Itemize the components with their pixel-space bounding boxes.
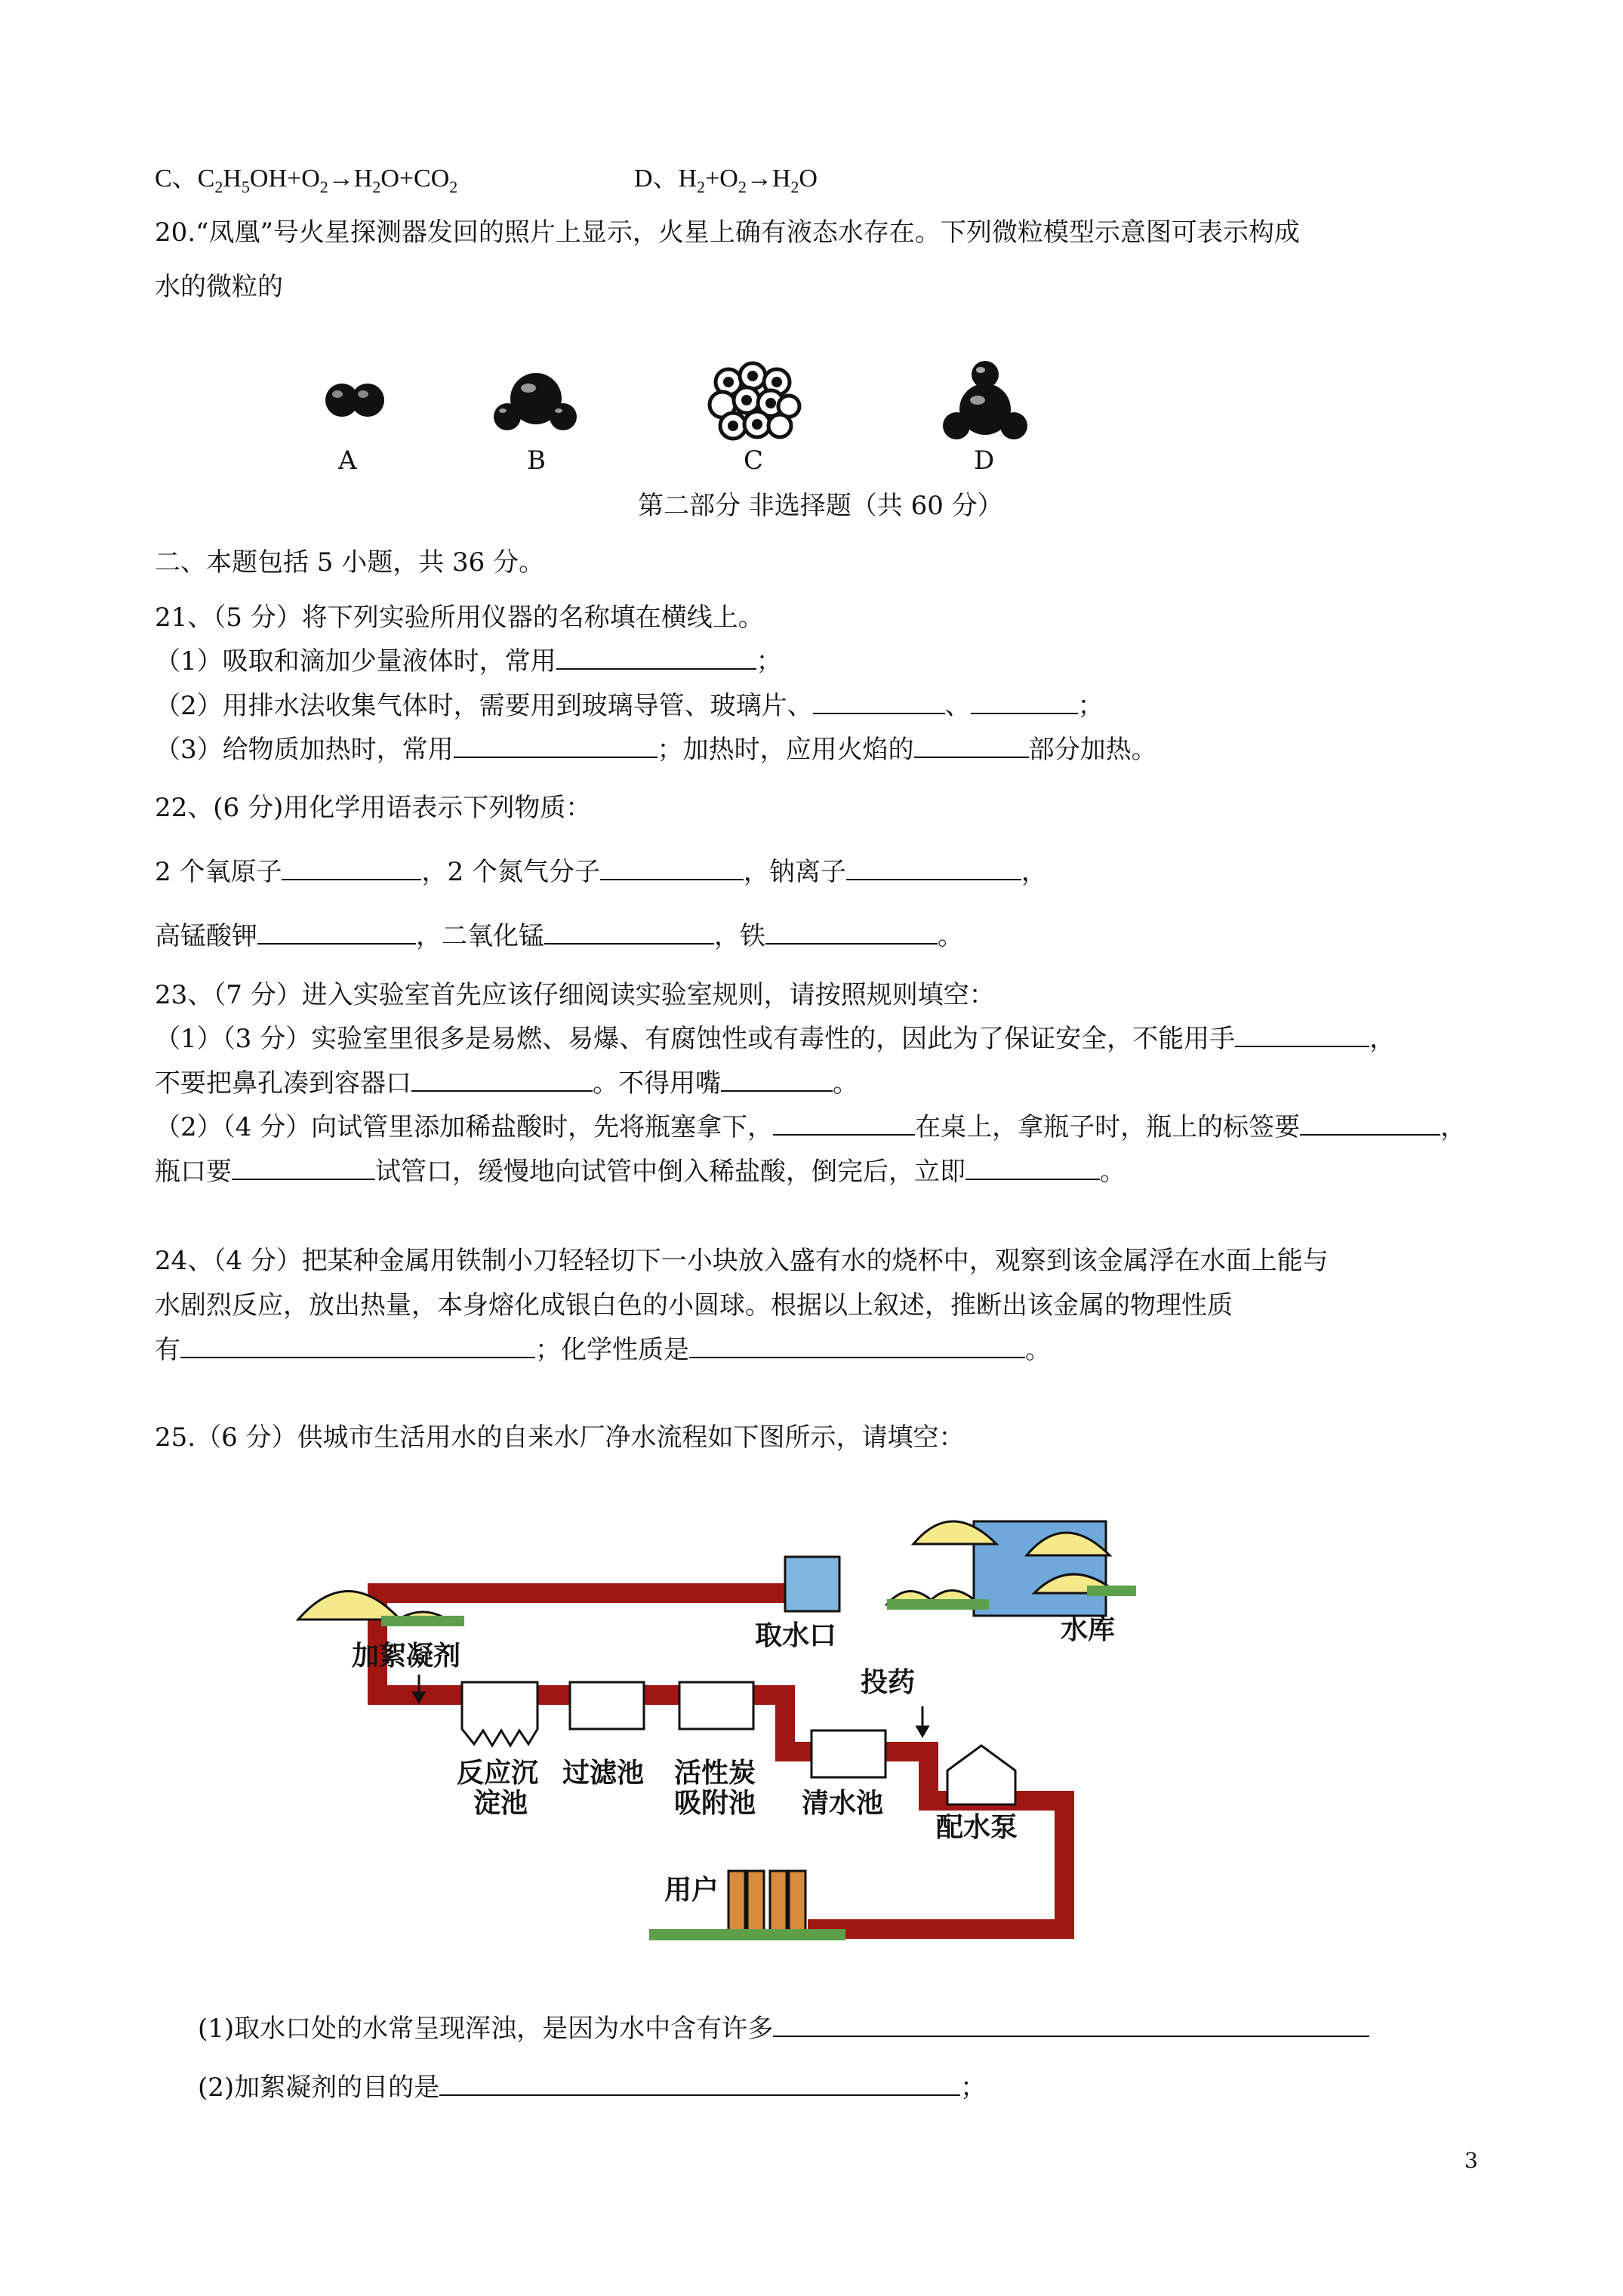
- tank-carbon: [679, 1682, 753, 1729]
- answer-blank[interactable]: [813, 690, 945, 714]
- molecule-label-c: C: [744, 445, 764, 476]
- answer-blank[interactable]: [965, 1156, 1100, 1180]
- label-filter: 过滤池: [562, 1758, 645, 1789]
- q24-line2: 水剧烈反应，放出热量，本身熔化成银白色的小圆球。根据以上叙述，推断出该金属的物理性质: [155, 1290, 1233, 1321]
- answer-blank[interactable]: [411, 1068, 593, 1092]
- q19-option-c: C、$C_2H_5OH+O_2\to H_2O+CO_2$: [155, 165, 458, 196]
- q19-option-d: D、$H_2+O_2\to H_2O$: [634, 165, 818, 196]
- water-treatment-diagram: [287, 1495, 1147, 1948]
- molecule-label-d: D: [974, 445, 995, 476]
- label-coagulant: 加絮凝剂: [352, 1641, 461, 1672]
- molecule-c-icon: [706, 361, 804, 444]
- answer-blank[interactable]: [773, 1111, 915, 1136]
- tank-clear: [812, 1730, 885, 1777]
- section2-header: 二、本题包括 5 小题，共 36 分。: [155, 547, 545, 578]
- q21-item3: （3）给物质加热时，常用 ；加热时，应用火焰的 部分加热。: [155, 735, 1157, 765]
- answer-blank[interactable]: [600, 856, 744, 880]
- tank-filter: [570, 1682, 644, 1729]
- label-dosing: 投药: [861, 1667, 916, 1698]
- label-sedimentation-1: 反应沉: [457, 1758, 539, 1789]
- answer-blank[interactable]: [439, 2072, 960, 2096]
- q23-stem: 23、（7 分）进入实验室首先应该仔细阅读实验室规则，请按照规则填空：: [155, 980, 995, 1010]
- molecule-a-icon: [321, 378, 389, 423]
- pump-house: [947, 1746, 1015, 1804]
- label-pump: 配水泵: [936, 1812, 1018, 1843]
- label-user: 用户: [664, 1875, 719, 1906]
- label-clear: 清水池: [802, 1788, 884, 1819]
- answer-blank[interactable]: [556, 646, 756, 670]
- q25-item2: (2)加絮凝剂的目的是 ；: [198, 2073, 987, 2103]
- answer-blank[interactable]: [773, 2013, 1369, 2037]
- answer-blank[interactable]: [1300, 1111, 1440, 1136]
- q23-item1-line1: （1）（3 分）实验室里很多是易燃、易爆、有腐蚀性或有毒性的，因此为了保证安全，不能用手 ，: [155, 1024, 1396, 1054]
- q21-item2: （2）用排水法收集气体时，需要用到玻璃导管、玻璃片、 、 ；: [155, 691, 1104, 721]
- molecule-b-icon: [491, 362, 581, 438]
- q22-row2: 高锰酸钾 ，二氧化锰 ，铁 。: [155, 921, 963, 951]
- q25-item1: (1)取水口处的水常呈现浑浊，是因为水中含有许多: [198, 2012, 1369, 2045]
- molecule-label-a: A: [338, 445, 357, 476]
- q23-item2-line1: （2）（4 分）向试管里添加稀盐酸时，先将瓶塞拿下， 在桌上，拿瓶子时，瓶上的标签要 ，: [155, 1112, 1467, 1142]
- tank-sedimentation: [462, 1682, 537, 1746]
- answer-blank[interactable]: [232, 1156, 375, 1180]
- answer-blank[interactable]: [454, 734, 658, 758]
- reservoir: [887, 1521, 1136, 1616]
- answer-blank[interactable]: [689, 1334, 1025, 1358]
- q20-stem-line1: 20.“凤凰”号火星探测器发回的照片上显示，火星上确有液态水存在。下列微粒模型示意图可表示构成: [155, 217, 1300, 248]
- part2-title: 第二部分 非选择题（共 60 分）: [638, 491, 1003, 521]
- q21-stem: 21、（5 分）将下列实验所用仪器的名称填在横线上。: [155, 603, 764, 633]
- q24-line1: 24、（4 分）把某种金属用铁制小刀轻轻切下一小块放入盛有水的烧杯中，观察到该金属浮在水面上能与: [155, 1246, 1329, 1276]
- q24-line3: 有 ；化学性质是 。: [155, 1335, 1051, 1365]
- q20-stem-line2: 水的微粒的: [155, 272, 283, 302]
- label-carbon-1: 活性炭: [674, 1758, 756, 1789]
- answer-blank[interactable]: [1235, 1023, 1369, 1047]
- q21-item1: （1）吸取和滴加少量液体时，常用 ；: [155, 646, 782, 676]
- q23-item2-line2: 瓶口要 试管口，缓慢地向试管中倒入稀盐酸，倒完后，立即 。: [155, 1157, 1126, 1187]
- answer-blank[interactable]: [180, 1334, 535, 1358]
- answer-blank[interactable]: [765, 920, 938, 945]
- answer-blank[interactable]: [721, 1068, 833, 1092]
- label-reservoir: 水库: [1061, 1614, 1116, 1645]
- molecule-d-icon: [940, 355, 1030, 445]
- answer-blank[interactable]: [971, 690, 1078, 714]
- answer-blank[interactable]: [282, 856, 421, 880]
- q22-row1: 2 个氧原子 ，2 个氮气分子 ，钠离子 ，: [155, 857, 1047, 887]
- molecule-label-b: B: [527, 445, 546, 476]
- label-carbon-2: 吸附池: [674, 1788, 756, 1819]
- q22-stem: 22、(6 分)用化学用语表示下列物质：: [155, 793, 592, 823]
- answer-blank[interactable]: [544, 920, 714, 945]
- q25-stem: 25.（6 分）供城市生活用水的自来水厂净水流程如下图所示，请填空：: [155, 1422, 965, 1453]
- intake-box: [785, 1557, 839, 1611]
- answer-blank[interactable]: [846, 856, 1021, 880]
- label-intake: 取水口: [755, 1620, 837, 1651]
- label-sedimentation-2: 淀池: [473, 1788, 528, 1819]
- answer-blank[interactable]: [257, 920, 416, 945]
- q23-item1-line2: 不要把鼻孔凑到容器口 。不得用嘴 。: [155, 1068, 858, 1099]
- answer-blank[interactable]: [914, 734, 1029, 758]
- page-number: 3: [1464, 2148, 1478, 2173]
